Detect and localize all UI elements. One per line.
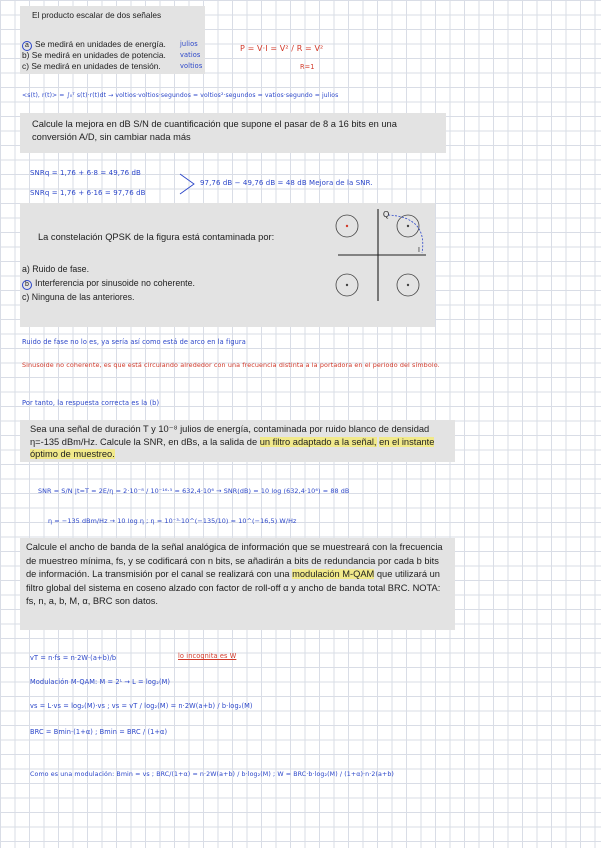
q5-raised-cosine-bandwidth: BRC = Bmin·(1+α) ; Bmin = BRC / (1+α) [30, 728, 168, 736]
question-4-text [30, 423, 450, 461]
q5-unknown-note: lo incognita es W [178, 652, 237, 660]
q3-option-b[interactable] [22, 278, 195, 290]
q4-text-pre: Sea una señal de duración T y 10⁻⁸ julios de energía, contaminada por ruido blanco de densidad η=-135 dBm/Hz. Calcule la SNR, en dBs, a la salida de [30, 424, 430, 447]
q2-snr-16bits: SNRq = 1,76 + 6·16 = 97,76 dB [30, 189, 146, 197]
margin-note-julios: julios [180, 40, 198, 48]
selected-answer-marker: b [22, 280, 32, 290]
q1-working: <s(t), r(t)> = ∫₀ᵀ s(t)·r(t)dt → voltios·voltios·segundos = voltios²·segundos = vatios·segundo = julios [22, 92, 339, 99]
q4-snr-calculation: SNR = S/N |t=T = 2E/η = 2·10⁻⁸ / 10⁻¹⁶·⁵ = 632,4·10⁶ → SNR(dB) = 10 log (632,4·10⁶) = 88 dB [38, 487, 350, 495]
q3-option-a[interactable] [22, 264, 89, 274]
symbol-point-q3 [346, 284, 348, 286]
question-1-title: El producto escalar de dos señales [32, 10, 162, 20]
q2-brace [178, 172, 198, 196]
q3-option-a-text: Ruido de fase. [32, 264, 90, 274]
q1-option-c-text: Se medirá en unidades de tensión. [31, 61, 161, 71]
q1-option-c-marker: c) [22, 61, 29, 71]
q1-option-c[interactable] [22, 61, 161, 71]
power-formula: P = V·I = V² / R = V² [240, 44, 324, 53]
q3-option-c[interactable] [22, 292, 134, 302]
margin-note-vatios: vatios [180, 51, 201, 59]
question-2-text: Calcule la mejora en dB S/N de cuantificación que supone el pasar de 8 a 16 bits en una conversión A/D, sin cambiar nada más [32, 119, 397, 142]
q4-highlight-matched-filter: un filtro adaptado a la señal, [259, 436, 377, 447]
q5-text-post: que utilizará un filtro global del sistema en coseno alzado con factor de roll-off α y ancho de banda total BRC. NOTA: fs, n, a, b, M, α, BRC son datos. [26, 569, 441, 607]
qpsk-constellation-diagram [330, 205, 430, 305]
symbol-point-q4 [407, 284, 409, 286]
i-axis-label: I [418, 247, 420, 254]
q1-option-b[interactable] [22, 50, 166, 60]
q5-final-bandwidth: Como es una modulación: Bmin = vs ; BRC/(1+α) = n·2W(a+b) / b·log₂(M) ; W = BRC·b·log₂(M) / (1+α)·n·2(a+b) [30, 771, 394, 778]
q3-note-phase-noise: Ruido de fase no lo es, ya sería así como está de arco en la figura [22, 338, 246, 346]
question-3-text: La constelación QPSK de la figura está contaminada por: [38, 232, 275, 242]
q2-result: 97,76 dB − 49,76 dB = 48 dB Mejora de la SNR. [200, 179, 373, 187]
q3-option-b-text: Interferencia por sinusoide no coherente. [35, 278, 195, 288]
symbol-point-q2 [346, 225, 348, 227]
q2-snr-8bits: SNRq = 1,76 + 6·8 = 49,76 dB [30, 169, 141, 177]
q5-modulation-order: Modulación M-QAM: M = 2ᴸ → L = log₂(M) [30, 678, 171, 686]
power-formula-condition: R=1 [300, 63, 315, 71]
q1-option-b-marker: b) [22, 50, 30, 60]
q1-option-b-text: Se medirá en unidades de potencia. [31, 50, 166, 60]
q5-text-pre: Calcule el ancho de banda de la señal analógica de información que se muestreará con la frecuencia de muestreo mínima, fs, y se codificará con n bits, se añadirán a bits de redundancia por cada b bits de información. La transmisión por el canal se realizará con una [26, 542, 443, 580]
margin-note-voltios: voltios [180, 62, 203, 70]
question-5-text [26, 541, 451, 609]
q3-option-a-marker: a) [22, 264, 30, 274]
q5-symbol-rate: vs = L·vs = log₂(M)·vs ; vs = vT / log₂(M) = n·2W(a+b) / b·log₂(M) [30, 702, 253, 710]
q3-conclusion: Por tanto, la respuesta correcta es la (b) [22, 399, 160, 407]
q5-highlight-mqam: modulación M-QAM [292, 569, 375, 580]
q3-option-c-marker: c) [22, 292, 30, 302]
q4-highlight-sampling: en el instante óptimo de muestreo. [30, 436, 435, 460]
q3-option-c-text: Ninguna de las anteriores. [31, 292, 135, 302]
q3-note-sinusoid: Sinusoide no coherente, es que está circulando alrededor con una frecuencia distinta a la portadora en el periodo del símbolo. [22, 361, 440, 369]
q4-noise-density: η = −135 dBm/Hz → 10 log η ; η = 10⁻³·10^(−135/10) = 10^(−16,5) W/Hz [48, 517, 297, 525]
selected-answer-marker: a [22, 41, 32, 51]
q-axis-label: Q [383, 210, 390, 219]
q5-total-bit-rate: vT = n·fs = n·2W·(a+b)/b [30, 654, 117, 662]
q1-option-a-text: Se medirá en unidades de energía. [35, 39, 166, 49]
symbol-point-q1 [407, 225, 409, 227]
